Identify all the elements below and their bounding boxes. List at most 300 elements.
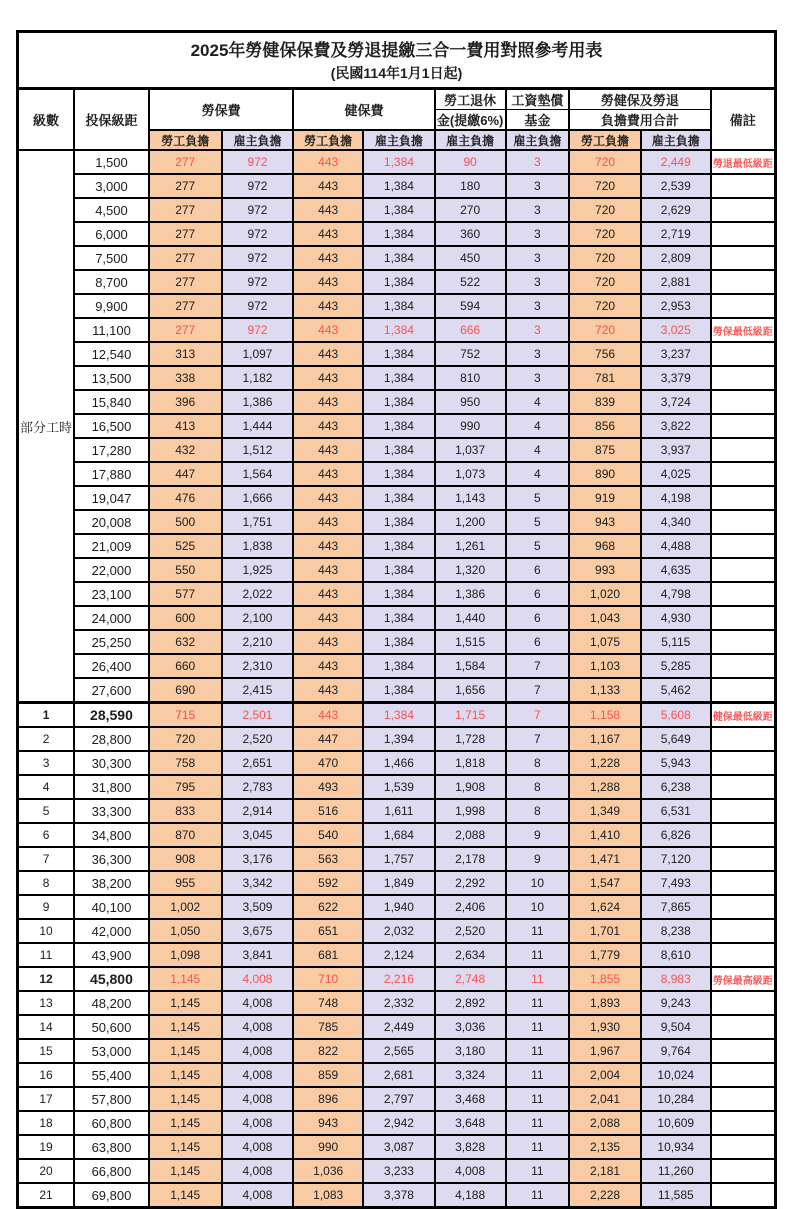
level-cell: 4 bbox=[18, 775, 75, 799]
total-employee-cell: 2,088 bbox=[569, 1111, 641, 1135]
health-ins-employer-cell: 1,384 bbox=[363, 703, 435, 728]
health-ins-employee-cell: 748 bbox=[293, 991, 363, 1015]
wage-fund-employer-cell: 3 bbox=[506, 318, 570, 342]
labor-ins-employee-cell: 1,145 bbox=[149, 1015, 222, 1039]
table-row bbox=[18, 895, 776, 919]
bracket-cell: 33,300 bbox=[74, 799, 149, 823]
bracket-cell: 28,590 bbox=[74, 703, 149, 728]
subheader-health-employee: 勞工負擔 bbox=[293, 130, 363, 150]
fee-comparison-table bbox=[16, 30, 777, 1209]
bracket-cell: 50,600 bbox=[74, 1015, 149, 1039]
health-ins-employee-cell: 443 bbox=[293, 342, 363, 366]
table-row bbox=[18, 775, 776, 799]
health-ins-employer-cell: 2,032 bbox=[363, 919, 435, 943]
wage-fund-employer-cell: 8 bbox=[506, 775, 570, 799]
wage-fund-employer-cell: 4 bbox=[506, 414, 570, 438]
health-ins-employer-cell: 2,797 bbox=[363, 1087, 435, 1111]
table-row bbox=[18, 462, 776, 486]
level-cell: 20 bbox=[18, 1159, 75, 1183]
table-row bbox=[18, 799, 776, 823]
pension-employer-cell: 522 bbox=[435, 270, 506, 294]
total-employer-cell: 8,983 bbox=[641, 967, 711, 991]
bracket-cell: 23,100 bbox=[74, 582, 149, 606]
wage-fund-employer-cell: 11 bbox=[506, 1015, 570, 1039]
labor-ins-employee-cell: 396 bbox=[149, 390, 222, 414]
health-ins-employer-cell: 1,384 bbox=[363, 342, 435, 366]
labor-ins-employee-cell: 720 bbox=[149, 727, 222, 751]
total-employee-cell: 1,167 bbox=[569, 727, 641, 751]
remark-cell bbox=[711, 871, 776, 895]
total-employee-cell: 993 bbox=[569, 558, 641, 582]
table-row bbox=[18, 558, 776, 582]
remark-cell bbox=[711, 462, 776, 486]
labor-ins-employer-cell: 3,342 bbox=[222, 871, 294, 895]
pension-employer-cell: 810 bbox=[435, 366, 506, 390]
labor-ins-employee-cell: 908 bbox=[149, 847, 222, 871]
total-employee-cell: 890 bbox=[569, 462, 641, 486]
subheader-total-employer: 雇主負擔 bbox=[641, 130, 711, 150]
labor-ins-employee-cell: 715 bbox=[149, 703, 222, 728]
labor-ins-employer-cell: 1,097 bbox=[222, 342, 294, 366]
total-employee-cell: 943 bbox=[569, 510, 641, 534]
wage-fund-employer-cell: 11 bbox=[506, 1087, 570, 1111]
pension-employer-cell: 1,515 bbox=[435, 630, 506, 654]
pension-employer-cell: 594 bbox=[435, 294, 506, 318]
health-ins-employer-cell: 1,384 bbox=[363, 630, 435, 654]
table-row bbox=[18, 342, 776, 366]
total-employee-cell: 1,624 bbox=[569, 895, 641, 919]
health-ins-employer-cell: 1,384 bbox=[363, 198, 435, 222]
header-row-1 bbox=[18, 89, 776, 110]
health-ins-employee-cell: 943 bbox=[293, 1111, 363, 1135]
health-ins-employer-cell: 1,384 bbox=[363, 390, 435, 414]
pension-employer-cell: 2,892 bbox=[435, 991, 506, 1015]
bracket-cell: 1,500 bbox=[74, 150, 149, 174]
remark-cell bbox=[711, 1039, 776, 1063]
total-employer-cell: 3,724 bbox=[641, 390, 711, 414]
labor-ins-employer-cell: 4,008 bbox=[222, 967, 294, 991]
remark-cell bbox=[711, 414, 776, 438]
bracket-cell: 48,200 bbox=[74, 991, 149, 1015]
col-header-total-line1: 勞健保及勞退 bbox=[569, 89, 710, 110]
health-ins-employee-cell: 622 bbox=[293, 895, 363, 919]
table-row bbox=[18, 823, 776, 847]
level-cell: 11 bbox=[18, 943, 75, 967]
wage-fund-employer-cell: 3 bbox=[506, 342, 570, 366]
bracket-cell: 4,500 bbox=[74, 198, 149, 222]
wage-fund-employer-cell: 11 bbox=[506, 1063, 570, 1087]
table-row bbox=[18, 150, 776, 174]
remark-cell bbox=[711, 198, 776, 222]
pension-employer-cell: 3,180 bbox=[435, 1039, 506, 1063]
bracket-cell: 26,400 bbox=[74, 654, 149, 678]
remark-cell bbox=[711, 847, 776, 871]
health-ins-employer-cell: 1,384 bbox=[363, 678, 435, 703]
wage-fund-employer-cell: 11 bbox=[506, 1039, 570, 1063]
bracket-cell: 3,000 bbox=[74, 174, 149, 198]
wage-fund-employer-cell: 4 bbox=[506, 462, 570, 486]
total-employer-cell: 2,719 bbox=[641, 222, 711, 246]
health-ins-employee-cell: 443 bbox=[293, 486, 363, 510]
bracket-cell: 57,800 bbox=[74, 1087, 149, 1111]
labor-ins-employee-cell: 1,098 bbox=[149, 943, 222, 967]
total-employer-cell: 5,462 bbox=[641, 678, 711, 703]
wage-fund-employer-cell: 4 bbox=[506, 438, 570, 462]
labor-ins-employee-cell: 447 bbox=[149, 462, 222, 486]
labor-ins-employer-cell: 1,444 bbox=[222, 414, 294, 438]
health-ins-employee-cell: 443 bbox=[293, 390, 363, 414]
col-header-bracket: 投保級距 bbox=[74, 89, 149, 151]
wage-fund-employer-cell: 11 bbox=[506, 991, 570, 1015]
labor-ins-employee-cell: 338 bbox=[149, 366, 222, 390]
total-employer-cell: 10,024 bbox=[641, 1063, 711, 1087]
labor-ins-employer-cell: 2,783 bbox=[222, 775, 294, 799]
wage-fund-employer-cell: 3 bbox=[506, 198, 570, 222]
remark-cell: 勞保最高級距 bbox=[711, 967, 776, 991]
health-ins-employee-cell: 443 bbox=[293, 678, 363, 703]
health-ins-employer-cell: 1,384 bbox=[363, 486, 435, 510]
labor-ins-employee-cell: 277 bbox=[149, 270, 222, 294]
remark-cell bbox=[711, 1135, 776, 1159]
title-cell bbox=[18, 32, 776, 89]
total-employer-cell: 2,953 bbox=[641, 294, 711, 318]
labor-ins-employer-cell: 1,386 bbox=[222, 390, 294, 414]
health-ins-employer-cell: 1,384 bbox=[363, 510, 435, 534]
table-row bbox=[18, 414, 776, 438]
table-row bbox=[18, 1111, 776, 1135]
labor-ins-employer-cell: 1,564 bbox=[222, 462, 294, 486]
health-ins-employer-cell: 1,384 bbox=[363, 534, 435, 558]
bracket-cell: 53,000 bbox=[74, 1039, 149, 1063]
level-cell: 3 bbox=[18, 751, 75, 775]
labor-ins-employer-cell: 2,651 bbox=[222, 751, 294, 775]
pension-employer-cell: 1,037 bbox=[435, 438, 506, 462]
labor-ins-employer-cell: 1,666 bbox=[222, 486, 294, 510]
labor-ins-employee-cell: 277 bbox=[149, 174, 222, 198]
remark-cell bbox=[711, 222, 776, 246]
wage-fund-employer-cell: 11 bbox=[506, 1111, 570, 1135]
table-row bbox=[18, 1135, 776, 1159]
pension-employer-cell: 450 bbox=[435, 246, 506, 270]
health-ins-employer-cell: 1,384 bbox=[363, 582, 435, 606]
pension-employer-cell: 1,073 bbox=[435, 462, 506, 486]
total-employee-cell: 1,228 bbox=[569, 751, 641, 775]
wage-fund-employer-cell: 10 bbox=[506, 895, 570, 919]
pension-employer-cell: 1,908 bbox=[435, 775, 506, 799]
table-row bbox=[18, 1183, 776, 1208]
total-employer-cell: 9,764 bbox=[641, 1039, 711, 1063]
pension-employer-cell: 950 bbox=[435, 390, 506, 414]
labor-ins-employee-cell: 277 bbox=[149, 222, 222, 246]
total-employer-cell: 2,809 bbox=[641, 246, 711, 270]
health-ins-employee-cell: 822 bbox=[293, 1039, 363, 1063]
health-ins-employer-cell: 1,466 bbox=[363, 751, 435, 775]
wage-fund-employer-cell: 9 bbox=[506, 847, 570, 871]
health-ins-employer-cell: 1,384 bbox=[363, 294, 435, 318]
table-row bbox=[18, 1039, 776, 1063]
labor-ins-employer-cell: 1,512 bbox=[222, 438, 294, 462]
pension-employer-cell: 1,143 bbox=[435, 486, 506, 510]
total-employee-cell: 720 bbox=[569, 150, 641, 174]
wage-fund-employer-cell: 10 bbox=[506, 871, 570, 895]
level-cell: 19 bbox=[18, 1135, 75, 1159]
health-ins-employee-cell: 443 bbox=[293, 703, 363, 728]
table-row bbox=[18, 919, 776, 943]
pension-employer-cell: 1,998 bbox=[435, 799, 506, 823]
labor-ins-employee-cell: 277 bbox=[149, 198, 222, 222]
remark-cell bbox=[711, 678, 776, 703]
wage-fund-employer-cell: 11 bbox=[506, 919, 570, 943]
wage-fund-employer-cell: 7 bbox=[506, 654, 570, 678]
labor-ins-employer-cell: 972 bbox=[222, 294, 294, 318]
total-employee-cell: 1,349 bbox=[569, 799, 641, 823]
total-employer-cell: 6,238 bbox=[641, 775, 711, 799]
pension-employer-cell: 270 bbox=[435, 198, 506, 222]
health-ins-employee-cell: 443 bbox=[293, 294, 363, 318]
col-header-health-insurance: 健保費 bbox=[293, 89, 434, 131]
table-row bbox=[18, 1159, 776, 1183]
level-cell: 7 bbox=[18, 847, 75, 871]
health-ins-employer-cell: 2,565 bbox=[363, 1039, 435, 1063]
labor-ins-employee-cell: 277 bbox=[149, 150, 222, 174]
labor-ins-employer-cell: 4,008 bbox=[222, 1063, 294, 1087]
health-ins-employer-cell: 1,757 bbox=[363, 847, 435, 871]
total-employee-cell: 1,288 bbox=[569, 775, 641, 799]
health-ins-employee-cell: 443 bbox=[293, 222, 363, 246]
bracket-cell: 11,100 bbox=[74, 318, 149, 342]
total-employee-cell: 720 bbox=[569, 270, 641, 294]
health-ins-employer-cell: 1,384 bbox=[363, 558, 435, 582]
health-ins-employee-cell: 540 bbox=[293, 823, 363, 847]
labor-ins-employee-cell: 500 bbox=[149, 510, 222, 534]
bracket-cell: 66,800 bbox=[74, 1159, 149, 1183]
health-ins-employee-cell: 443 bbox=[293, 150, 363, 174]
total-employer-cell: 7,493 bbox=[641, 871, 711, 895]
labor-ins-employee-cell: 432 bbox=[149, 438, 222, 462]
total-employer-cell: 9,243 bbox=[641, 991, 711, 1015]
pension-employer-cell: 990 bbox=[435, 414, 506, 438]
health-ins-employer-cell: 2,449 bbox=[363, 1015, 435, 1039]
table-row bbox=[18, 654, 776, 678]
pension-employer-cell: 2,088 bbox=[435, 823, 506, 847]
wage-fund-employer-cell: 5 bbox=[506, 510, 570, 534]
health-ins-employer-cell: 1,384 bbox=[363, 246, 435, 270]
bracket-cell: 69,800 bbox=[74, 1183, 149, 1208]
bracket-cell: 12,540 bbox=[74, 342, 149, 366]
remark-cell bbox=[711, 823, 776, 847]
labor-ins-employee-cell: 277 bbox=[149, 246, 222, 270]
level-cell: 2 bbox=[18, 727, 75, 751]
table-row bbox=[18, 1015, 776, 1039]
pension-employer-cell: 3,036 bbox=[435, 1015, 506, 1039]
health-ins-employee-cell: 563 bbox=[293, 847, 363, 871]
pension-employer-cell: 1,320 bbox=[435, 558, 506, 582]
pension-employer-cell: 2,520 bbox=[435, 919, 506, 943]
remark-cell bbox=[711, 895, 776, 919]
health-ins-employee-cell: 443 bbox=[293, 414, 363, 438]
labor-ins-employer-cell: 1,751 bbox=[222, 510, 294, 534]
bracket-cell: 55,400 bbox=[74, 1063, 149, 1087]
remark-cell bbox=[711, 510, 776, 534]
remark-cell bbox=[711, 1063, 776, 1087]
table-row bbox=[18, 318, 776, 342]
labor-ins-employee-cell: 1,145 bbox=[149, 1183, 222, 1208]
bracket-cell: 40,100 bbox=[74, 895, 149, 919]
health-ins-employee-cell: 443 bbox=[293, 438, 363, 462]
remark-cell bbox=[711, 727, 776, 751]
labor-ins-employee-cell: 476 bbox=[149, 486, 222, 510]
total-employee-cell: 839 bbox=[569, 390, 641, 414]
table-row bbox=[18, 871, 776, 895]
health-ins-employer-cell: 1,384 bbox=[363, 654, 435, 678]
table-row bbox=[18, 678, 776, 703]
col-header-level: 級數 bbox=[18, 89, 75, 151]
pension-employer-cell: 2,292 bbox=[435, 871, 506, 895]
health-ins-employer-cell: 1,611 bbox=[363, 799, 435, 823]
remark-cell bbox=[711, 486, 776, 510]
bracket-cell: 30,300 bbox=[74, 751, 149, 775]
health-ins-employee-cell: 443 bbox=[293, 366, 363, 390]
total-employer-cell: 9,504 bbox=[641, 1015, 711, 1039]
labor-ins-employee-cell: 1,145 bbox=[149, 1135, 222, 1159]
wage-fund-employer-cell: 8 bbox=[506, 799, 570, 823]
wage-fund-employer-cell: 3 bbox=[506, 366, 570, 390]
labor-ins-employer-cell: 2,914 bbox=[222, 799, 294, 823]
col-header-pension-line2: 金(提繳6%) bbox=[435, 110, 506, 131]
labor-ins-employer-cell: 972 bbox=[222, 246, 294, 270]
health-ins-employer-cell: 1,539 bbox=[363, 775, 435, 799]
remark-cell bbox=[711, 366, 776, 390]
labor-ins-employee-cell: 758 bbox=[149, 751, 222, 775]
total-employee-cell: 756 bbox=[569, 342, 641, 366]
labor-ins-employer-cell: 4,008 bbox=[222, 1039, 294, 1063]
health-ins-employer-cell: 1,384 bbox=[363, 270, 435, 294]
table-row bbox=[18, 486, 776, 510]
health-ins-employer-cell: 1,384 bbox=[363, 222, 435, 246]
level-cell: 9 bbox=[18, 895, 75, 919]
pension-employer-cell: 1,818 bbox=[435, 751, 506, 775]
table-row bbox=[18, 510, 776, 534]
wage-fund-employer-cell: 8 bbox=[506, 751, 570, 775]
health-ins-employee-cell: 443 bbox=[293, 246, 363, 270]
health-ins-employee-cell: 443 bbox=[293, 198, 363, 222]
remark-cell bbox=[711, 991, 776, 1015]
subheader-labor-employee: 勞工負擔 bbox=[149, 130, 222, 150]
table-row bbox=[18, 294, 776, 318]
table-row bbox=[18, 727, 776, 751]
wage-fund-employer-cell: 11 bbox=[506, 967, 570, 991]
total-employer-cell: 7,865 bbox=[641, 895, 711, 919]
pension-employer-cell: 4,188 bbox=[435, 1183, 506, 1208]
col-header-remark: 備註 bbox=[711, 89, 776, 151]
level-cell: 16 bbox=[18, 1063, 75, 1087]
health-ins-employer-cell: 2,216 bbox=[363, 967, 435, 991]
total-employee-cell: 1,855 bbox=[569, 967, 641, 991]
table-row bbox=[18, 751, 776, 775]
pension-employer-cell: 1,386 bbox=[435, 582, 506, 606]
labor-ins-employer-cell: 2,520 bbox=[222, 727, 294, 751]
bracket-cell: 28,800 bbox=[74, 727, 149, 751]
labor-ins-employer-cell: 2,501 bbox=[222, 703, 294, 728]
remark-cell bbox=[711, 174, 776, 198]
labor-ins-employee-cell: 795 bbox=[149, 775, 222, 799]
wage-fund-employer-cell: 4 bbox=[506, 390, 570, 414]
labor-ins-employer-cell: 3,841 bbox=[222, 943, 294, 967]
labor-ins-employee-cell: 313 bbox=[149, 342, 222, 366]
health-ins-employee-cell: 516 bbox=[293, 799, 363, 823]
wage-fund-employer-cell: 6 bbox=[506, 582, 570, 606]
bracket-cell: 17,280 bbox=[74, 438, 149, 462]
bracket-cell: 16,500 bbox=[74, 414, 149, 438]
pension-employer-cell: 1,728 bbox=[435, 727, 506, 751]
remark-cell: 勞退最低級距 bbox=[711, 150, 776, 174]
health-ins-employer-cell: 1,384 bbox=[363, 318, 435, 342]
health-ins-employer-cell: 1,684 bbox=[363, 823, 435, 847]
total-employer-cell: 5,608 bbox=[641, 703, 711, 728]
bracket-cell: 9,900 bbox=[74, 294, 149, 318]
total-employee-cell: 781 bbox=[569, 366, 641, 390]
labor-ins-employer-cell: 2,415 bbox=[222, 678, 294, 703]
table-row bbox=[18, 390, 776, 414]
wage-fund-employer-cell: 6 bbox=[506, 630, 570, 654]
labor-ins-employee-cell: 1,145 bbox=[149, 1111, 222, 1135]
wage-fund-employer-cell: 3 bbox=[506, 294, 570, 318]
bracket-cell: 13,500 bbox=[74, 366, 149, 390]
total-employer-cell: 7,120 bbox=[641, 847, 711, 871]
total-employer-cell: 2,629 bbox=[641, 198, 711, 222]
health-ins-employer-cell: 2,681 bbox=[363, 1063, 435, 1087]
wage-fund-employer-cell: 11 bbox=[506, 1159, 570, 1183]
bracket-cell: 42,000 bbox=[74, 919, 149, 943]
wage-fund-employer-cell: 5 bbox=[506, 486, 570, 510]
bracket-cell: 6,000 bbox=[74, 222, 149, 246]
remark-cell bbox=[711, 751, 776, 775]
pension-employer-cell: 2,406 bbox=[435, 895, 506, 919]
labor-ins-employer-cell: 1,182 bbox=[222, 366, 294, 390]
total-employee-cell: 720 bbox=[569, 174, 641, 198]
health-ins-employee-cell: 443 bbox=[293, 582, 363, 606]
wage-fund-employer-cell: 7 bbox=[506, 703, 570, 728]
labor-ins-employee-cell: 870 bbox=[149, 823, 222, 847]
health-ins-employee-cell: 710 bbox=[293, 967, 363, 991]
wage-fund-employer-cell: 6 bbox=[506, 558, 570, 582]
pension-employer-cell: 1,715 bbox=[435, 703, 506, 728]
table-row bbox=[18, 174, 776, 198]
title-row bbox=[18, 32, 776, 89]
remark-cell bbox=[711, 534, 776, 558]
remark-cell bbox=[711, 1015, 776, 1039]
health-ins-employer-cell: 1,849 bbox=[363, 871, 435, 895]
bracket-cell: 19,047 bbox=[74, 486, 149, 510]
subheader-health-employer: 雇主負擔 bbox=[363, 130, 435, 150]
health-ins-employee-cell: 443 bbox=[293, 462, 363, 486]
pension-employer-cell: 3,828 bbox=[435, 1135, 506, 1159]
health-ins-employer-cell: 1,384 bbox=[363, 462, 435, 486]
total-employer-cell: 3,379 bbox=[641, 366, 711, 390]
labor-ins-employee-cell: 277 bbox=[149, 318, 222, 342]
health-ins-employer-cell: 3,233 bbox=[363, 1159, 435, 1183]
health-ins-employee-cell: 443 bbox=[293, 558, 363, 582]
pension-employer-cell: 1,656 bbox=[435, 678, 506, 703]
table-row bbox=[18, 606, 776, 630]
bracket-cell: 24,000 bbox=[74, 606, 149, 630]
remark-cell: 勞保最低級距 bbox=[711, 318, 776, 342]
table-row bbox=[18, 366, 776, 390]
wage-fund-employer-cell: 3 bbox=[506, 246, 570, 270]
bracket-cell: 45,800 bbox=[74, 967, 149, 991]
wage-fund-employer-cell: 11 bbox=[506, 1135, 570, 1159]
wage-fund-employer-cell: 5 bbox=[506, 534, 570, 558]
